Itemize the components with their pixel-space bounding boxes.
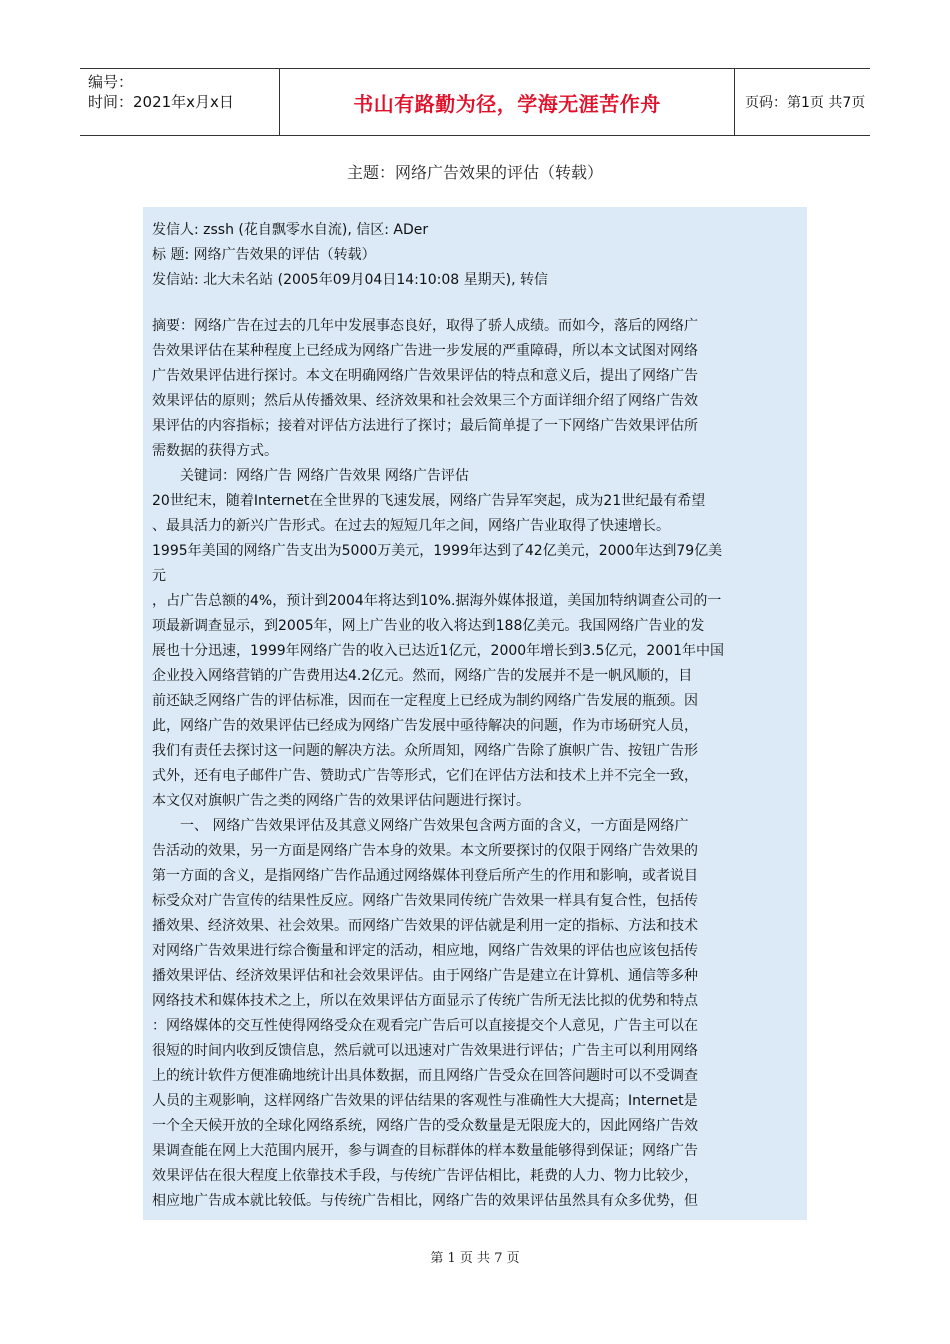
post-line: 对网络广告效果进行综合衡量和评定的活动，相应地，网络广告效果的评估也应该包括传: [152, 943, 698, 959]
page-label: 页码：第1页 共7页: [745, 95, 866, 111]
post-line: 播效果、经济效果、社会效果。而网络广告效果的评估就是利用一定的指标、方法和技术: [152, 918, 698, 934]
post-line: 第一方面的含义，是指网络广告作品通过网络媒体刊登后所产生的作用和影响，或者说目: [152, 868, 698, 884]
page-footer: 第 1 页 共 7 页: [430, 1251, 520, 1266]
post-line: 一、 网络广告效果评估及其意义网络广告效果包含两方面的含义，一方面是网络广: [180, 818, 689, 834]
post-line: 需数据的获得方式。: [152, 443, 278, 459]
post-line: 摘要：网络广告在过去的几年中发展事态良好，取得了骄人成绩。而如今，落后的网络广: [152, 318, 698, 334]
post-line: 项最新调查显示，到2005年，网上广告业的收入将达到188亿美元。我国网络广告业的发: [152, 618, 705, 634]
post-line: 告活动的效果，另一方面是网络广告本身的效果。本文所要探讨的仅限于网络广告效果的: [152, 843, 698, 859]
post-line: 效果评估的原则；然后从传播效果、经济效果和社会效果三个方面详细介绍了网络广告效: [152, 393, 698, 409]
post-line: ：网络媒体的交互性使得网络受众在观看完广告后可以直接提交个人意见，广告主可以在: [152, 1018, 698, 1034]
header-page-cell: [735, 69, 870, 135]
post-line: 标 题: 网络广告效果的评估（转载）: [152, 247, 376, 263]
post-line: 网络技术和媒体技术之上，所以在效果评估方面显示了传统广告所无法比拟的优势和特点: [152, 993, 698, 1009]
post-line: [152, 293, 798, 314]
post-line: 发信人: zssh (花自飘零水自流), 信区: ADer: [152, 222, 429, 238]
post-content: [143, 207, 807, 1220]
post-line: 关键词：网络广告 网络广告效果 网络广告评估: [180, 468, 469, 484]
number-label: 编号：: [88, 73, 134, 91]
post-line: 效果评估在很大程度上依靠技术手段，与传统广告评估相比，耗费的人力、物力比较少，: [152, 1168, 698, 1184]
post-line: 标受众对广告宣传的结果性反应。网络广告效果同传统广告效果一样具有复合性，包括传: [152, 893, 698, 909]
topic-title: 主题：网络广告效果的评估（转载）: [346, 163, 603, 182]
post-line: 1995年美国的网络广告支出为5000万美元，1999年达到了42亿美元，2000年达到79亿美: [152, 543, 723, 559]
post-line: 元: [152, 568, 166, 584]
post-line: 发信站: 北大未名站 (2005年09月04日14:10:08 星期天), 转信: [152, 272, 549, 288]
post-line: 式外，还有电子邮件广告、赞助式广告等形式，它们在评估方法和技术上并不完全一致，: [152, 768, 698, 784]
post-line: 果评估的内容指标；接着对评估方法进行了探讨；最后简单提了一下网络广告效果评估所: [152, 418, 698, 434]
post-line: 上的统计软件方便准确地统计出具体数据，而且网络广告受众在回答问题时可以不受调查: [152, 1068, 698, 1084]
post-line: 很短的时间内收到反馈信息，然后就可以迅速对广告效果进行评估；广告主可以利用网络: [152, 1043, 698, 1059]
post-line: 我们有责任去探讨这一问题的解决方法。众所周知，网络广告除了旗帜广告、按钮广告形: [152, 743, 698, 759]
post-line: 展也十分迅速，1999年网络广告的收入已达近1亿元，2000年增长到3.5亿元，2001年中国: [152, 643, 725, 659]
post-line: 20世纪末，随着Internet在全世界的飞速发展，网络广告异军突起，成为21世纪最有希望: [152, 493, 706, 509]
motto: 书山有路勤为径，学海无涯苦作舟: [353, 91, 661, 116]
header-motto-cell: [280, 69, 735, 135]
post-line: 果调查能在网上大范围内展开，参与调查的目标群体的样本数量能够得到保证；网络广告: [152, 1143, 698, 1159]
post-line: 播效果评估、经济效果评估和社会效果评估。由于网络广告是建立在计算机、通信等多种: [152, 968, 698, 984]
time-label: 时间：2021年x月x日: [88, 93, 234, 111]
post-line: 告效果评估在某种程度上已经成为网络广告进一步发展的严重障碍，所以本文试图对网络: [152, 343, 698, 359]
post-line: ，占广告总额的4%，预计到2004年将达到10%.据海外媒体报道，美国加特纳调查公司的一: [152, 593, 722, 609]
post-line: 企业投入网络营销的广告费用达4.2亿元。然而，网络广告的发展并不是一帆风顺的，目: [152, 668, 693, 684]
post-line: 前还缺乏网络广告的评估标准，因而在一定程度上已经成为制约网络广告发展的瓶颈。因: [152, 693, 698, 709]
header-meta: [80, 69, 280, 135]
post-line: 本文仅对旗帜广告之类的网络广告的效果评估问题进行探讨。: [152, 793, 530, 809]
post-line: 人员的主观影响，这样网络广告效果的评估结果的客观性与准确性大大提高；Internet是: [152, 1093, 698, 1109]
document-header: [80, 68, 870, 136]
post-line: 一个全天候开放的全球化网络系统，网络广告的受众数量是无限庞大的，因此网络广告效: [152, 1118, 698, 1134]
post-line: 广告效果评估进行探讨。本文在明确网络广告效果评估的特点和意义后，提出了网络广告: [152, 368, 698, 384]
post-line: 相应地广告成本就比较低。与传统广告相比，网络广告的效果评估虽然具有众多优势，但: [152, 1193, 698, 1209]
post-line: 此，网络广告的效果评估已经成为网络广告发展中亟待解决的问题，作为市场研究人员，: [152, 718, 698, 734]
post-line: 、最具活力的新兴广告形式。在过去的短短几年之间，网络广告业取得了快速增长。: [152, 518, 670, 534]
